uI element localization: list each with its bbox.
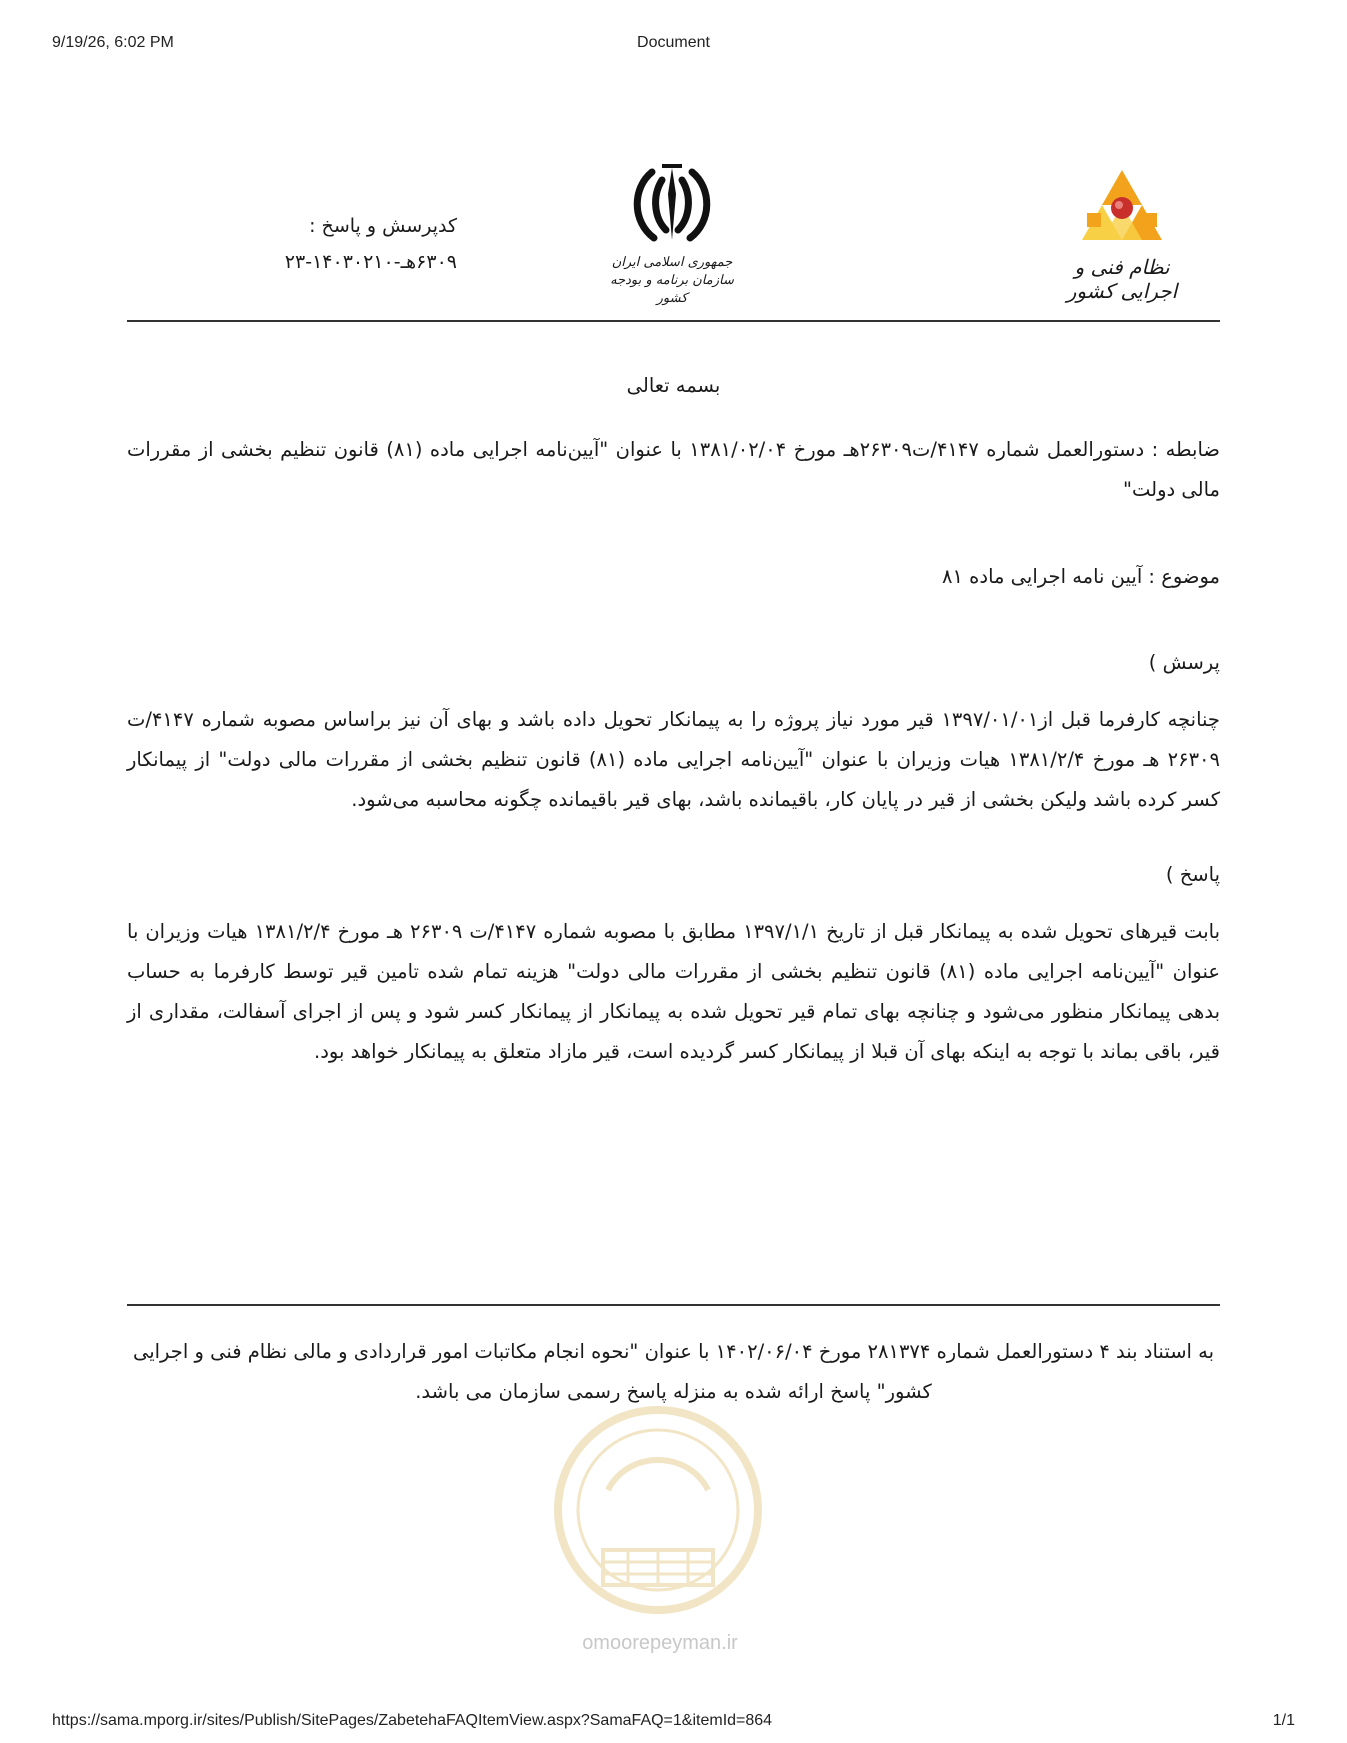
faq-code-label: کدپرسش و پاسخ : — [309, 215, 457, 237]
emblem-caption-1: جمهوری اسلامی ایران — [611, 255, 733, 270]
question-heading: پرسش ) — [1148, 651, 1220, 674]
regulation-paragraph: ضابطه : دستورالعمل شماره ۴۱۴۷/ت۲۶۳۰۹هـ مورخ ۱۳۸۱/۰۲/۰۴ با عنوان "آیین‌نامه اجرایی ماده (۸۱) قانون تنظیم بخشی از مقررات مالی دولت" — [127, 438, 1220, 501]
watermark-text: omoorepeyman.ir — [582, 1632, 738, 1654]
subject-line: موضوع : آیین نامه اجرایی ماده ۸۱ — [942, 565, 1220, 588]
iran-emblem — [597, 160, 747, 308]
nezam-fani-logo — [1047, 165, 1197, 303]
faq-code-block — [237, 208, 457, 280]
footnote: به استناد بند ۴ دستورالعمل شماره ۲۸۱۳۷۴ مورخ ۱۴۰۲/۰۶/۰۴ با عنوان "نحوه انجام مکاتبات امور قراردادی و مالی نظام فنی و اجرایی کشور" پاسخ ارائه شده به منزله پاسخ رسمی سازمان می باشد. — [132, 1340, 1215, 1403]
print-page-number: 1/1 — [1272, 1712, 1295, 1729]
question-paragraph: چنانچه کارفرما قبل از۱۳۹۷/۰۱/۰۱ قیر مورد نیاز پروژه را به پیمانکار تحویل داده باشد و بهای آن نیز براساس مصوبه شماره ۴۱۴۷/ت ۲۶۳۰۹ هـ مورخ ۱۳۸۱/۲/۴ هیات وزیران با عنوان "آیین‌نامه اجرایی ماده (۸۱) قانون تنظیم بخشی از مقررات مالی دولت" از پیمانکار کسر کرده باشد ولیکن بخشی از قیر در پایان کار، باقیمانده باشد، بهای قیر باقیمانده چگونه محاسبه می‌شود. — [127, 708, 1221, 811]
emblem-caption-2: سازمان برنامه و بودجه کشور — [610, 273, 734, 306]
iran-emblem-icon — [622, 160, 722, 250]
letterhead — [127, 160, 1220, 310]
nezam-fani-logo-icon — [1067, 165, 1177, 255]
watermark-seal-icon — [548, 1400, 768, 1620]
print-url: https://sama.mporg.ir/sites/Publish/SitePages/ZabetehaFAQItemView.aspx?SamaFAQ=1&itemId=864 — [52, 1712, 773, 1729]
footer-rule — [127, 1304, 1220, 1306]
invocation: بسمه تعالی — [626, 374, 721, 397]
answer-heading: پاسخ ) — [1165, 863, 1220, 886]
print-title: Document — [637, 34, 710, 51]
print-datetime: 9/19/26, 6:02 PM — [52, 34, 174, 51]
faq-code-value: ۶۳۰۹هـ-۱۴۰۳۰۲۱۰-۲۳ — [284, 251, 457, 273]
answer-paragraph: بابت قیرهای تحویل شده به پیمانکار قبل از تاریخ ۱۳۹۷/۱/۱ مطابق با مصوبه شماره ۴۱۴۷/ت ۲۶۳۰۹ هـ مورخ ۱۳۸۱/۲/۴ هیات وزیران با عنوان "آیین‌نامه اجرایی ماده (۸۱) قانون تنظیم بخشی از مقررات مالی دولت" هزینه تمام شده تامین قیر توسط کارفرما به حساب بدهی پیمانکار منظور می‌شود و چنانچه بهای تمام قیر تحویل شده به پیمانکار از پیمانکار کسر شود و پس از اجرای آسفالت، مقداری از قیر، باقی بماند با توجه به اینکه بهای آن قبلا از پیمانکار کسر گردیده است، قیر مازاد متعلق به پیمانکار خواهد بود. — [127, 920, 1220, 1063]
header-rule — [127, 320, 1220, 322]
logo-caption: نظام فنی و اجرایی کشور — [1066, 255, 1178, 303]
